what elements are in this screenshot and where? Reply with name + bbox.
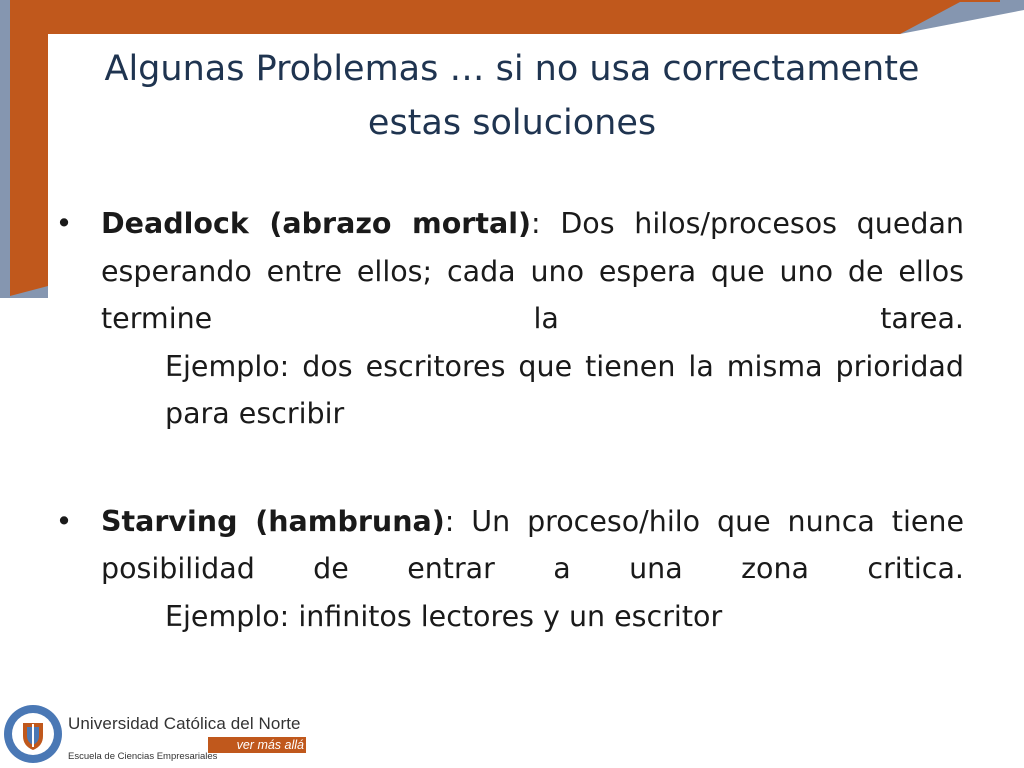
bullet-description-deadlock: Dos hilos/procesos quedan esperando entre ellos; cada uno espera que uno de ellos termine la tarea. [101,207,964,335]
bullet-list [54,200,964,700]
university-tagline: ver más allá [208,737,306,753]
bullet-deadlock [54,200,964,438]
bullet-dot: • [55,504,73,538]
bullet-example-starving: Ejemplo: infinitos lectores y un escritor [165,599,723,633]
bullet-example-deadlock: Ejemplo: dos escritores que tienen la misma prioridad para escribir [165,349,964,430]
bullet-term-deadlock: Deadlock (abrazo mortal) [101,207,532,240]
bullet-separator: : [531,207,541,240]
bullet-starving [54,498,964,641]
bullet-term-starving: Starving (hambruna) [101,504,445,538]
school-name: Escuela de Ciencias Empresariales [68,751,218,762]
bullet-dot: • [55,207,73,240]
bullet-separator: : [444,504,455,538]
slide-title: Algunas Problemas … si no usa correctamente estas soluciones [104,49,920,143]
bullet-description-starving: Un proceso/hilo que nunca tiene posibilidad de entrar a una zona critica. [101,504,964,585]
university-name: Universidad Católica del Norte [68,714,301,733]
